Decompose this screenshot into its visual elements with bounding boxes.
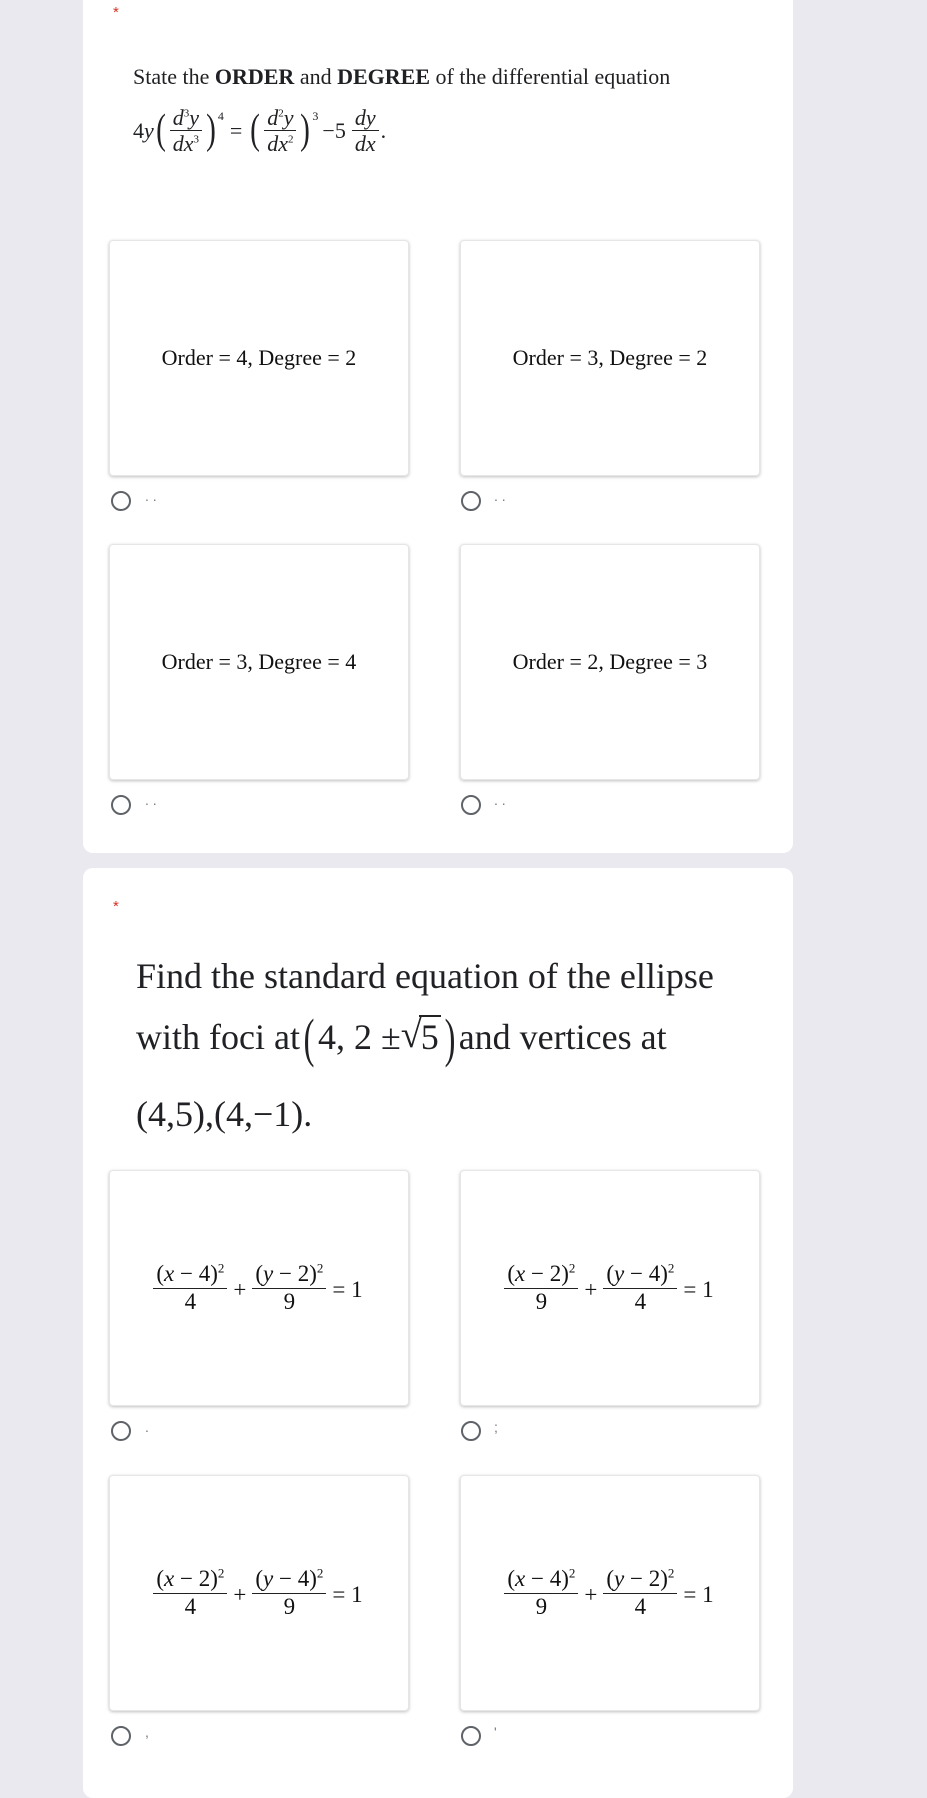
option-radio-1-label: . . [145,488,157,504]
option-radio-3-label: , [145,1724,149,1740]
option-image-3[interactable]: Order = 3, Degree = 4 [109,544,409,780]
option-radio-2[interactable] [461,491,481,511]
option-radio-3[interactable] [111,795,131,815]
question-2-prompt: Find the standard equation of the ellipse with foci at ( 4, 2 ± √ 5 ) and vertices at (4,5),(4,−1). [136,946,776,1145]
required-asterisk: * [113,898,119,915]
option-image-3[interactable]: $\frac{(x - 2)^2}{4}$ + $\frac{(y - 4)^2}{9}$ = 1 [109,1475,409,1711]
option-image-4[interactable]: Order = 2, Degree = 3 [460,544,760,780]
option-radio-4[interactable] [461,1726,481,1746]
option-radio-4-label: ' [494,1724,497,1740]
option-radio-4-label: . . [494,792,506,808]
option-image-2[interactable]: Order = 3, Degree = 2 [460,240,760,476]
option-radio-2[interactable] [461,1421,481,1441]
option-radio-4[interactable] [461,795,481,815]
option-radio-1-label: . [145,1419,149,1435]
option-image-1[interactable]: Order = 4, Degree = 2 [109,240,409,476]
option-radio-2-label: . . [494,488,506,504]
option-radio-3[interactable] [111,1726,131,1746]
option-image-1[interactable]: $\frac{(x - 4)^2}{4}$ + $\frac{(y - 2)^2}{9}$ = 1 [109,1170,409,1406]
required-asterisk: * [113,4,119,21]
question-card-2 [83,868,793,1798]
question-card-1 [83,0,793,853]
foci-value: 4, 2 ± √ 5 [318,1007,441,1068]
question-1-equation: 4 y ( $\frac{d^3y}{dx^3}$ ) $^4$ = ( $\frac{d^2y}{dx^2}$ ) $^3$ −5 $\frac{dy}{dx}$ . [133,105,387,157]
question-1-prompt: State the ORDER and DEGREE of the differential equation [133,64,671,89]
option-radio-1[interactable] [111,491,131,511]
option-radio-3-label: . . [145,792,157,808]
option-image-2[interactable]: $\frac{(x - 2)^2}{9}$ + $\frac{(y - 4)^2}{4}$ = 1 [460,1170,760,1406]
option-image-4[interactable]: $\frac{(x - 4)^2}{9}$ + $\frac{(y - 2)^2}{4}$ = 1 [460,1475,760,1711]
option-radio-1[interactable] [111,1421,131,1441]
option-radio-2-label: ; [494,1419,498,1435]
vertices-value: (4,5),(4,−1). [136,1094,313,1134]
